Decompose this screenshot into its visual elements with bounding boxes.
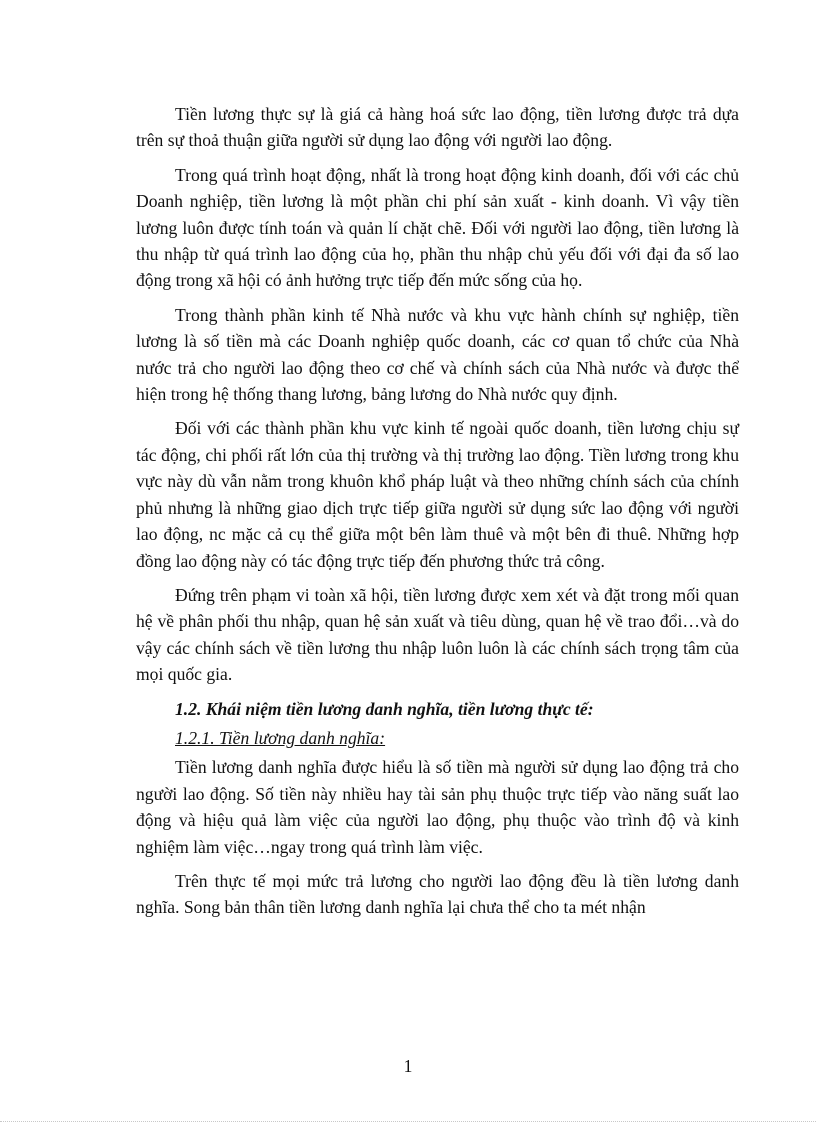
paragraph-2: Trong quá trình hoạt động, nhất là trong hoạt động kinh doanh, đối với các chủ Doanh nghiệp, tiền lương là một phần chi phí sản xuất - kinh doanh. Vì vậy tiền lương luôn được tính toán và quản lí chặt chẽ. Đối với người lao động, tiền lương là thu nhập từ quá trình lao động của họ, phần thu nhập chủ yếu đối với đại đa số lao động trong xã hội có ảnh hưởng trực tiếp đến mức sống của họ.	[136, 164, 739, 291]
document-body	[136, 101, 739, 929]
paragraph-6: Tiền lương danh nghĩa được hiểu là số tiền mà người sử dụng lao động trả cho người lao động. Số tiền này nhiều hay tài sản phụ thuộc trực tiếp vào năng suất lao động và hiệu quả làm việc của người lao động, phụ thuộc vào trình độ và kinh nghiệm làm việc…ngay trong quá trình làm việc.	[136, 757, 739, 857]
paragraph-4: Đối với các thành phần khu vực kinh tế ngoài quốc doanh, tiền lương chịu sự tác động, chi phối rất lớn của thị trường và thị trường lao động. Tiền lương trong khu vực này dù vẫn nằm trong khuôn khổ pháp luật và theo những chính sách của chính phủ nhưng là những giao dịch trực tiếp giữa người sử dụng sức lao động với người lao động, nc mặc cả cụ thể giữa một bên làm thuê và một bên đi thuê. Những hợp đồng lao động này có tác động trực tiếp đến phương thức trả công.	[136, 418, 739, 571]
paragraph-7: Trên thực tế mọi mức trả lương cho người lao động đều là tiền lương danh nghĩa. Song bản thân tiền lương danh nghĩa lại chưa thể cho ta mét nhận	[136, 870, 739, 918]
page-number: 1	[403, 1056, 413, 1076]
section-heading: 1.2. Khái niệm tiền lương danh nghĩa, tiền lương thực tế:	[175, 698, 594, 719]
subsection-heading: 1.2.1. Tiền lương danh nghĩa:	[175, 727, 386, 748]
paragraph-5: Đứng trên phạm vi toàn xã hội, tiền lương được xem xét và đặt trong mối quan hệ về phân phối thu nhập, quan hệ sản xuất và tiêu dùng, quan hệ về trao đổi…và do vậy các chính sách về tiền lương thu nhập luôn luôn là các chính sách trọng tâm của mọi quốc gia.	[136, 584, 739, 685]
paragraph-3: Trong thành phần kinh tế Nhà nước và khu vực hành chính sự nghiệp, tiền lương là số tiền mà các Doanh nghiệp quốc doanh, các cơ quan tổ chức của Nhà nước trả cho người lao động theo cơ chế và chính sách của Nhà nước và được thể hiện trong hệ thống thang lương, bảng lương do Nhà nước quy định.	[136, 304, 739, 405]
page-bottom-divider	[0, 1121, 816, 1122]
paragraph-1: Tiền lương thực sự là giá cả hàng hoá sức lao động, tiền lương được trả dựa trên sự thoả thuận giữa người sử dụng lao động với người lao động.	[136, 104, 739, 151]
